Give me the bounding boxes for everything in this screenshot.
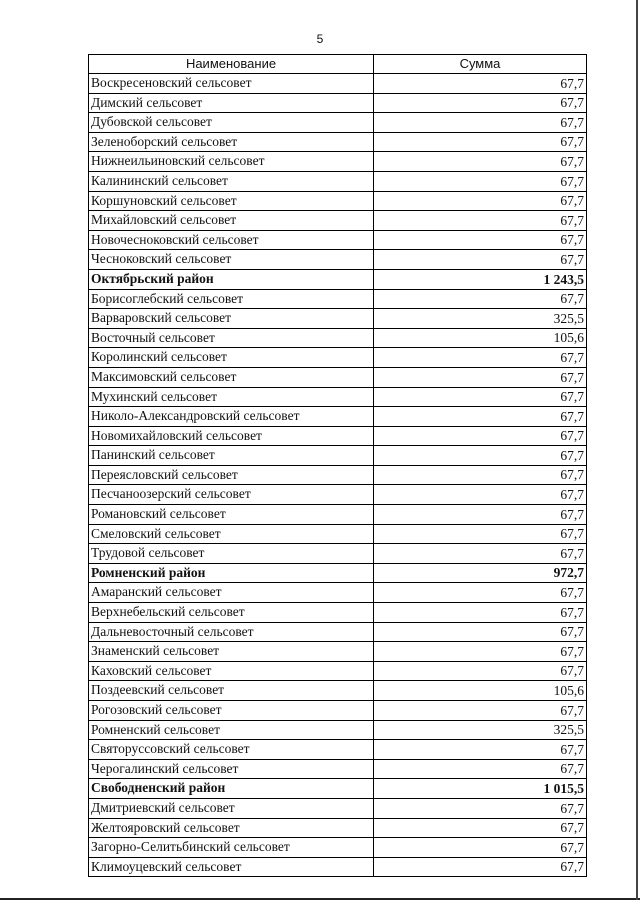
table-row (89, 211, 587, 231)
row-name: Воскресеновский сельсовет (89, 74, 374, 94)
row-name: Поздеевский сельсовет (89, 681, 374, 701)
row-name: Панинский сельсовет (89, 446, 374, 466)
table-row (89, 191, 587, 211)
row-name: Святоруссовский сельсовет (89, 740, 374, 760)
row-name: Знаменский сельсовет (89, 642, 374, 662)
row-name: Восточный сельсовет (89, 328, 374, 348)
row-name: Амаранский сельсовет (89, 583, 374, 603)
page-right-edge (636, 0, 638, 900)
row-sum: 67,7 (374, 603, 587, 623)
table-row (89, 661, 587, 681)
table-row (89, 171, 587, 191)
table-row (89, 446, 587, 466)
row-sum: 67,7 (374, 367, 587, 387)
row-sum: 67,7 (374, 524, 587, 544)
row-sum: 67,7 (374, 465, 587, 485)
row-sum: 67,7 (374, 132, 587, 152)
table-row (89, 426, 587, 446)
row-sum: 67,7 (374, 583, 587, 603)
row-name: Верхнебельский сельсовет (89, 603, 374, 623)
row-sum: 67,7 (374, 171, 587, 191)
table-row (89, 250, 587, 270)
table-row (89, 701, 587, 721)
row-name: Переясловский сельсовет (89, 465, 374, 485)
table-row (89, 74, 587, 94)
district-total-row (89, 563, 587, 583)
row-sum: 1 243,5 (374, 269, 587, 289)
row-sum: 1 015,5 (374, 779, 587, 799)
row-sum: 67,7 (374, 857, 587, 877)
table-row (89, 857, 587, 877)
row-name: Зеленоборский сельсовет (89, 132, 374, 152)
row-name: Каховский сельсовет (89, 661, 374, 681)
row-sum: 67,7 (374, 740, 587, 760)
table-row (89, 798, 587, 818)
table-row (89, 132, 587, 152)
table-row (89, 759, 587, 779)
row-name: Дубовской сельсовет (89, 113, 374, 133)
table-row (89, 740, 587, 760)
table-row (89, 387, 587, 407)
table-row (89, 720, 587, 740)
row-sum: 325,5 (374, 720, 587, 740)
row-sum: 67,7 (374, 759, 587, 779)
row-name: Михайловский сельсовет (89, 211, 374, 231)
table-row (89, 524, 587, 544)
row-name: Нижнеильиновский сельсовет (89, 152, 374, 172)
row-name: Дальневосточный сельсовет (89, 622, 374, 642)
table-row (89, 289, 587, 309)
row-sum: 67,7 (374, 250, 587, 270)
table-row (89, 407, 587, 427)
row-name: Максимовский сельсовет (89, 367, 374, 387)
district-total-row (89, 779, 587, 799)
row-name: Свободненский район (89, 779, 374, 799)
row-name: Песчаноозерский сельсовет (89, 485, 374, 505)
table-row (89, 505, 587, 525)
row-sum: 67,7 (374, 74, 587, 94)
row-sum: 67,7 (374, 838, 587, 858)
row-sum: 325,5 (374, 309, 587, 329)
row-name: Черогалинский сельсовет (89, 759, 374, 779)
row-sum: 67,7 (374, 622, 587, 642)
table-row (89, 152, 587, 172)
row-name: Королинский сельсовет (89, 348, 374, 368)
table-row (89, 348, 587, 368)
page-bottom-edge (0, 898, 640, 900)
table-header-row (89, 55, 587, 74)
district-total-row (89, 269, 587, 289)
row-name: Климоуцевский сельсовет (89, 857, 374, 877)
row-sum: 67,7 (374, 505, 587, 525)
table-row (89, 642, 587, 662)
row-name: Смеловский сельсовет (89, 524, 374, 544)
row-sum: 67,7 (374, 798, 587, 818)
row-sum: 67,7 (374, 642, 587, 662)
row-name: Коршуновский сельсовет (89, 191, 374, 211)
row-name: Дмитриевский сельсовет (89, 798, 374, 818)
row-sum: 67,7 (374, 93, 587, 113)
row-name: Рогозовский сельсовет (89, 701, 374, 721)
table-body (89, 74, 587, 877)
table-row (89, 113, 587, 133)
row-sum: 105,6 (374, 681, 587, 701)
table-row (89, 93, 587, 113)
row-sum: 67,7 (374, 289, 587, 309)
row-name: Октябрьский район (89, 269, 374, 289)
table-row (89, 465, 587, 485)
row-name: Варваровский сельсовет (89, 309, 374, 329)
page-number: 5 (316, 32, 324, 46)
row-name: Романовский сельсовет (89, 505, 374, 525)
row-name: Новочесноковский сельсовет (89, 230, 374, 250)
row-sum: 67,7 (374, 485, 587, 505)
row-sum: 67,7 (374, 387, 587, 407)
budget-table (88, 54, 587, 877)
row-sum: 67,7 (374, 152, 587, 172)
table-row (89, 544, 587, 564)
row-name: Николо-Александровский сельсовет (89, 407, 374, 427)
row-sum: 67,7 (374, 211, 587, 231)
row-sum: 67,7 (374, 230, 587, 250)
row-name: Желтояровский сельсовет (89, 818, 374, 838)
row-name: Борисоглебский сельсовет (89, 289, 374, 309)
row-name: Ромненский сельсовет (89, 720, 374, 740)
table-row (89, 328, 587, 348)
table-row (89, 818, 587, 838)
table-row (89, 230, 587, 250)
row-sum: 67,7 (374, 348, 587, 368)
row-name: Загорно-Селитьбинский сельсовет (89, 838, 374, 858)
row-sum: 67,7 (374, 426, 587, 446)
row-name: Мухинский сельсовет (89, 387, 374, 407)
table-row (89, 367, 587, 387)
row-name: Калининский сельсовет (89, 171, 374, 191)
header-name: Наименование (89, 55, 374, 74)
row-sum: 67,7 (374, 113, 587, 133)
table-row (89, 583, 587, 603)
row-name: Димский сельсовет (89, 93, 374, 113)
row-name: Новомихайловский сельсовет (89, 426, 374, 446)
table-row (89, 603, 587, 623)
header-sum: Сумма (374, 55, 587, 74)
row-sum: 67,7 (374, 818, 587, 838)
row-name: Чесноковский сельсовет (89, 250, 374, 270)
table-row (89, 485, 587, 505)
row-sum: 67,7 (374, 701, 587, 721)
table-row (89, 622, 587, 642)
table-row (89, 681, 587, 701)
row-sum: 67,7 (374, 661, 587, 681)
table-row (89, 309, 587, 329)
row-sum: 972,7 (374, 563, 587, 583)
table-row (89, 838, 587, 858)
row-sum: 67,7 (374, 407, 587, 427)
row-sum: 67,7 (374, 544, 587, 564)
row-name: Трудовой сельсовет (89, 544, 374, 564)
row-name: Ромненский район (89, 563, 374, 583)
row-sum: 67,7 (374, 446, 587, 466)
row-sum: 105,6 (374, 328, 587, 348)
row-sum: 67,7 (374, 191, 587, 211)
